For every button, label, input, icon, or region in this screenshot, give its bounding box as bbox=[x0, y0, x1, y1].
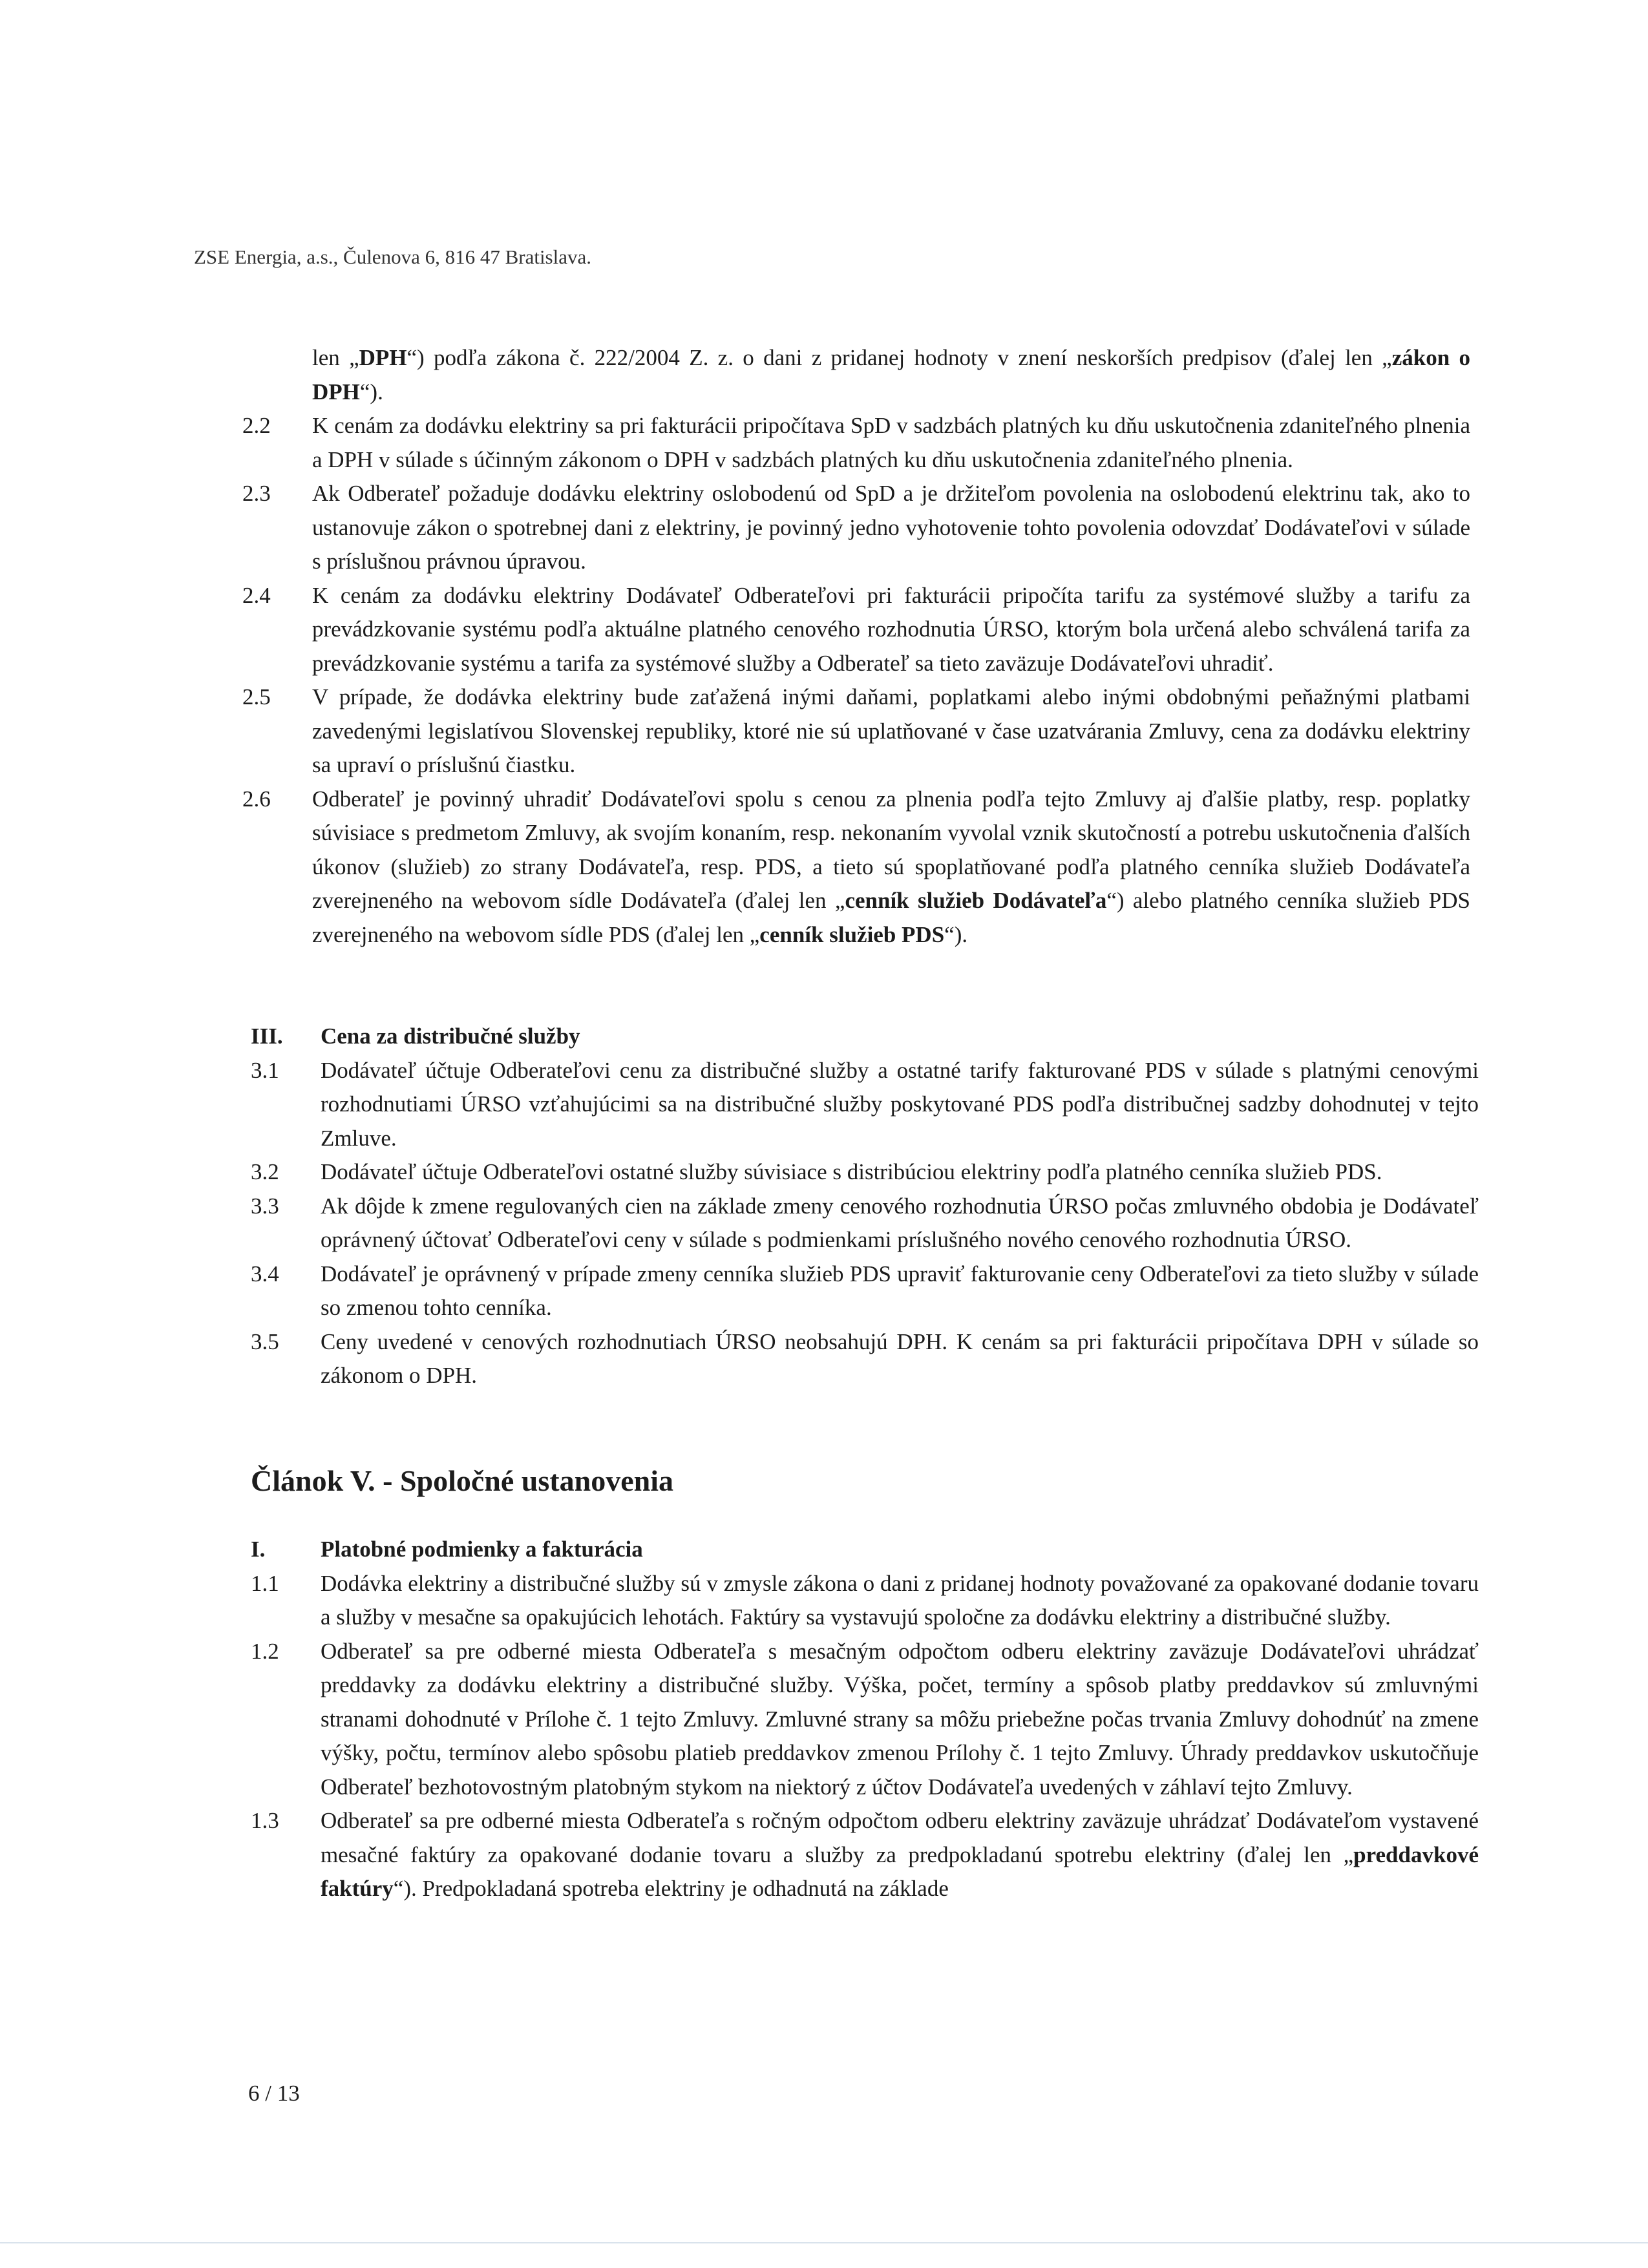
clause-3-2: 3.2 Dodávateľ účtuje Odberateľovi ostatné služby súvisiace s distribúciou elektriny podľa platného cenníka služieb PDS. bbox=[251, 1159, 1382, 1184]
scan-edge-line bbox=[0, 2242, 1648, 2243]
clause-2-5: 2.5 V prípade, že dodávka elektriny bude zaťažená inými daňami, poplatkami alebo inými obdobnými peňažnými platbami zavedenými legislatívou Slovenskej republiky, ktoré nie sú uplatňované v čase uzatvárania Zmluvy, cena za dodávku elektriny sa upraví o príslušnú čiastku. bbox=[242, 684, 1470, 777]
clause-1-1: 1.1 Dodávka elektriny a distribučné služby sú v zmysle zákona o dani z pridanej hodnoty považované za opakované dodanie tovaru a služby v mesačne sa opakujúcich lehotách. Faktúry sa vystavujú spoločne za dodávku elektriny a distribučné služby. bbox=[251, 1570, 1479, 1630]
clause-3-1: 3.1 Dodávateľ účtuje Odberateľovi cenu za distribučné služby a ostatné tarify fakturované PDS v súlade s platnými cenovými rozhodnutiami ÚRSO vzťahujúcimi sa na distribučné služby poskytované PDS podľa distribučnej sadzby dohodnutej v tejto Zmluve. bbox=[251, 1057, 1479, 1151]
clause-2-4: 2.4 K cenám za dodávku elektriny Dodávateľ Odberateľovi pri fakturácii pripočíta tarifu za systémové služby a tarifu za prevádzkovanie systému podľa aktuálne platného cenového rozhodnutia ÚRSO, ktorým bola určená alebo schválená tarifa za prevádzkovanie systému a tarifa za systémové služby a Odberateľ sa tieto zaväzuje Dodávateľovi uhradiť. bbox=[242, 582, 1470, 676]
clause-2-3: 2.3 Ak Odberateľ požaduje dodávku elektriny oslobodenú od SpD a je držiteľom povolenia na oslobodenú elektrinu tak, ako to ustanovuje zákon o spotrebnej dani z elektriny, je povinný jedno vyhotovenie tohto povolenia odovzdať Dodávateľovi v súlade s príslušnou právnou úpravou. bbox=[242, 481, 1470, 574]
intro-paragraph: len „DPH“) podľa zákona č. 222/2004 Z. z. o dani z pridanej hodnoty v znení neskorších predpisov (ďalej len „zákon o DPH“). bbox=[312, 345, 1470, 404]
clause-3-3: 3.3 Ak dôjde k zmene regulovaných cien na základe zmeny cenového rozhodnutia ÚRSO počas zmluvného obdobia je Dodávateľ oprávnený účtovať Odberateľovi ceny v súlade s podmienkami príslušného nového cenového rozhodnutia ÚRSO. bbox=[251, 1193, 1479, 1252]
section-3 bbox=[251, 1020, 1479, 1393]
clause-1-3: 1.3 Odberateľ sa pre odberné miesta Odberateľa s ročným odpočtom odberu elektriny zaväzuje uhrádzať Dodávateľom vystavené mesačné faktúry za opakované dodanie tovaru a služby za predpokladanú spotrebu elektriny (ďalej len „preddavkové faktúry“). Predpokladaná spotreba elektriny je odhadnutá na základe bbox=[251, 1808, 1479, 1901]
article-title: Článok V. - Spoločné ustanovenia bbox=[251, 1464, 673, 1497]
section-2-continuation bbox=[242, 341, 1470, 952]
clause-1-2: 1.2 Odberateľ sa pre odberné miesta Odberateľa s mesačným odpočtom odberu elektriny zaväzuje Dodávateľovi uhrádzať preddavky za dodávku elektriny a distribučné služby. Výška, počet, termíny a spôsob platby preddavkov sú zmluvnými stranami dohodnuté v Prílohe č. 1 tejto Zmluvy. Zmluvné strany sa môžu priebežne počas trvania Zmluvy dohodnúť na zmene výšky, počtu, termínov alebo spôsobu platieb preddavkov zmenou Prílohy č. 1 tejto Zmluvy. Úhrady preddavkov uskutočňuje Odberateľ bezhotovostným platobným stykom na niektorý z účtov Dodávateľa uvedených v záhlaví tejto Zmluvy. bbox=[251, 1638, 1479, 1800]
clause-2-6: 2.6 Odberateľ je povinný uhradiť Dodávateľovi spolu s cenou za plnenia podľa tejto Zmluvy aj ďalšie platby, resp. poplatky súvisiace s predmetom Zmluvy, ak svojím konaním, resp. nekonaním vyvolal vznik skutočností a potrebu uskutočnenia ďalších úkonov (služieb) zo strany Dodávateľa, resp. PDS, a tieto sú spoplatňované podľa platného cenníka služieb Dodávateľa zverejneného na webovom sídle Dodávateľa (ďalej len „cenník služieb Dodávateľa“) alebo platného cenníka služieb PDS zverejneného na webovom sídle PDS (ďalej len „cenník služieb PDS“). bbox=[242, 786, 1470, 947]
page-header: ZSE Energia, a.s., Čulenova 6, 816 47 Bratislava. bbox=[194, 246, 592, 268]
section-1 bbox=[251, 1533, 1479, 1906]
clause-2-2: 2.2 K cenám za dodávku elektriny sa pri fakturácii pripočítava SpD v sadzbách platných ku dňu uskutočnenia zdaniteľného plnenia a DPH v súlade s účinným zákonom o DPH v sadzbách platných ku dňu uskutočnenia zdaniteľného plnenia. bbox=[242, 413, 1470, 472]
page-number: 6 / 13 bbox=[248, 2081, 300, 2106]
clause-3-4: 3.4 Dodávateľ je oprávnený v prípade zmeny cenníka služieb PDS upraviť fakturovanie ceny Odberateľovi za tieto služby v súlade so zmenou tohto cenníka. bbox=[251, 1261, 1479, 1320]
clause-3-5: 3.5 Ceny uvedené v cenových rozhodnutiach ÚRSO neobsahujú DPH. K cenám sa pri fakturácii pripočítava DPH v súlade so zákonom o DPH. bbox=[251, 1328, 1479, 1388]
section-1-heading: I. Platobné podmienky a fakturácia bbox=[251, 1537, 643, 1562]
section-3-heading: III. Cena za distribučné služby bbox=[251, 1024, 580, 1049]
